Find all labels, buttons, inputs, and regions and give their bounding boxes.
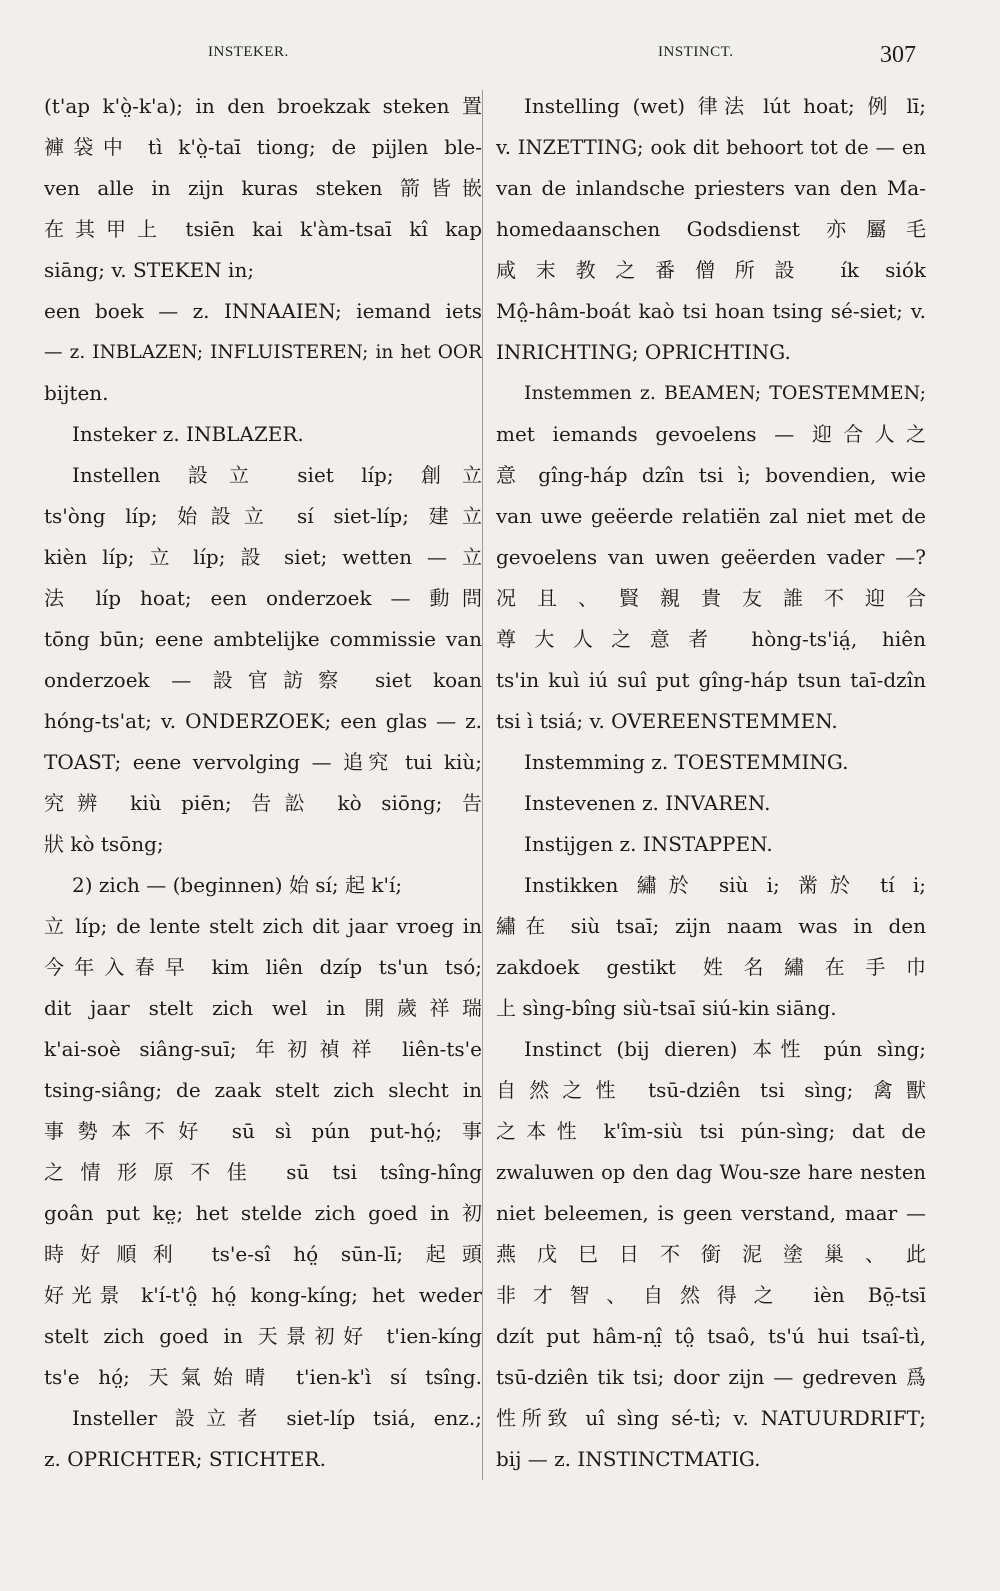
text-line: 咸末教之番僧所設 ík siók: [496, 258, 926, 282]
text-line: 之情形原不佳 sū tsi tsîng-hîng: [44, 1160, 482, 1184]
headword-entry: Insteller 設立者 siet-líp tsiá, enz.;: [72, 1406, 482, 1430]
text-line: ts'e hó̤; 天氣始晴 t'ien-k'ì sí tsîng.: [44, 1365, 482, 1389]
text-line: gevoelens van uwen geëerden vader —?: [496, 545, 926, 569]
text-line: 2) zich — (beginnen) 始 sí; 起 k'í;: [72, 873, 403, 897]
text-line: v. INZETTING; ook dit behoort tot de — en: [496, 136, 926, 159]
text-line: 意 gîng-háp dzîn tsi ì; bovendien, wie: [496, 463, 926, 487]
text-line: van de inlandsche priesters van den Ma-: [496, 176, 926, 200]
text-line: ts'in kuì iú suî put gîng-háp tsun taī-dzîn: [496, 668, 926, 692]
text-line: TOAST; eene vervolging — 追究 tui kiù;: [44, 750, 482, 774]
headword-entry: Instinct (bij dieren) 本性 pún sìng;: [524, 1037, 926, 1061]
text-line: 之本性 k'îm-siù tsi pún-sìng; dat de: [496, 1119, 926, 1143]
text-line: 法 líp hoat; een onderzoek — 動問: [44, 586, 482, 610]
text-line: siāng; v. STEKEN in;: [44, 258, 255, 282]
running-head-left: INSTEKER.: [208, 44, 289, 60]
text-line: ven alle in zijn kuras steken 箭皆嵌: [44, 176, 482, 200]
column-divider: [482, 90, 483, 1480]
headword-entry: Instellen 設立 siet líp; 創立: [72, 463, 482, 487]
text-line: 非才智、自然得之 ièn Bō̤-tsī: [496, 1283, 926, 1307]
headword-entry: Insteker z. INBLAZER.: [72, 422, 304, 446]
text-line: 褲袋中 tì k'ò̤-taī tiong; de pijlen ble-: [44, 135, 482, 159]
text-line: kièn líp; 立 líp; 設 siet; wetten — 立: [44, 545, 482, 569]
text-line: tsing-siâng; de zaak stelt zich slecht in: [44, 1078, 482, 1102]
headword-entry: Instelling (wet) 律法 lút hoat; 例 lī;: [524, 94, 926, 118]
text-line: 時好順利 ts'e-sî hó̤ sūn-lī; 起頭: [44, 1242, 482, 1266]
text-line: k'ai-soè siâng-suī; 年初禎祥 liên-ts'e: [44, 1037, 482, 1061]
text-line: 尊大人之意者 hòng-ts'iá̤, hiên: [496, 627, 926, 651]
text-line: 繡在 siù tsaī; zijn naam was in den: [496, 914, 926, 938]
text-line: 燕戊巳日不銜泥塗巢、此: [496, 1242, 926, 1266]
text-line: ts'òng líp; 始設立 sí siet-líp; 建立: [44, 504, 482, 528]
text-line: zakdoek gestikt 姓名繡在手巾: [496, 955, 926, 979]
headword-entry: Instijgen z. INSTAPPEN.: [524, 832, 773, 856]
text-line: hóng-ts'at; v. ONDERZOEK; een glas — z.: [44, 709, 482, 733]
text-line: 况且、賢親貴友誰不迎合: [496, 586, 926, 610]
text-line: een boek — z. INNAAIEN; iemand iets: [44, 299, 482, 323]
text-line: homedaanschen Godsdienst 亦屬毛: [496, 217, 926, 241]
right-column: [496, 86, 926, 1480]
headword-entry: Instemming z. TOESTEMMING.: [524, 750, 849, 774]
text-line: 事勢本不好 sū sì pún put-hó̤; 事: [44, 1119, 482, 1143]
text-line: (t'ap k'ò̤-k'a); in den broekzak steken 置: [44, 94, 482, 118]
headword-entry: Instemmen z. BEAMEN; TOESTEMMEN;: [524, 382, 926, 404]
text-line: 在其甲上 tsiēn kai k'àm-tsaī kî kap: [44, 217, 482, 241]
headword-entry: Instevenen z. INVAREN.: [524, 791, 771, 815]
text-line: met iemands gevoelens — 迎合人之: [496, 422, 926, 446]
text-line: INRICHTING; OPRICHTING.: [496, 340, 791, 364]
text-line: 究辨 kiù piēn; 告訟 kò siōng; 告: [44, 791, 482, 815]
text-line: 好光景 k'í-t'ô̤ hó̤ kong-kíng; het weder: [44, 1283, 482, 1307]
text-line: tōng būn; eene ambtelijke commissie van: [44, 627, 482, 651]
text-line: van uwe geëerde relatiën zal niet met de: [496, 504, 926, 528]
text-line: 上 sìng-bîng siù-tsaī siú-kin siāng.: [496, 996, 837, 1020]
text-line: dzít put hâm-nî̤ tô̤ tsaô, ts'ú hui tsaî-tì,: [496, 1324, 926, 1348]
text-line: — z. INBLAZEN; INFLUISTEREN; in het OOR: [44, 342, 482, 363]
text-line: 狀 kò tsōng;: [44, 832, 164, 856]
text-line: bij — z. INSTINCTMATIG.: [496, 1447, 761, 1471]
text-line: tsū-dziên tik tsi; door zijn — gedreven 爲: [496, 1365, 926, 1389]
page-number: 307: [880, 42, 916, 68]
headword-entry: Instikken 繡於 siù i; 黹於 tí i;: [524, 873, 926, 897]
text-line: 性所致 uî sìng sé-tì; v. NATUURDRIFT;: [496, 1406, 926, 1430]
text-line: 今年入春早 kim liên dzíp ts'un tsó;: [44, 955, 482, 979]
text-line: Mô̤-hâm-boát kaò tsi hoan tsing sé-siet; v.: [496, 299, 926, 323]
text-line: z. OPRICHTER; STICHTER.: [44, 1447, 326, 1471]
text-line: niet beleemen, is geen verstand, maar —: [496, 1201, 926, 1225]
text-line: 自然之性 tsū-dziên tsi sìng; 禽獸: [496, 1078, 926, 1102]
text-line: tsi ì tsiá; v. OVEREENSTEMMEN.: [496, 709, 838, 733]
text-line: stelt zich goed in 天景初好 t'ien-kíng: [44, 1324, 482, 1348]
text-line: dit jaar stelt zich wel in 開歲祥瑞: [44, 996, 482, 1020]
running-head-center: INSTINCT.: [658, 44, 734, 60]
text-line: goân put ke̤; het stelde zich goed in 初: [44, 1201, 482, 1225]
left-column: [44, 86, 482, 1480]
text-line: zwaluwen op den dag Wou-sze hare nesten: [496, 1161, 926, 1184]
text-line: 立 líp; de lente stelt zich dit jaar vroeg in: [44, 914, 482, 938]
text-line: bijten.: [44, 381, 109, 405]
text-line: onderzoek — 設官訪察 siet koan: [44, 668, 482, 692]
